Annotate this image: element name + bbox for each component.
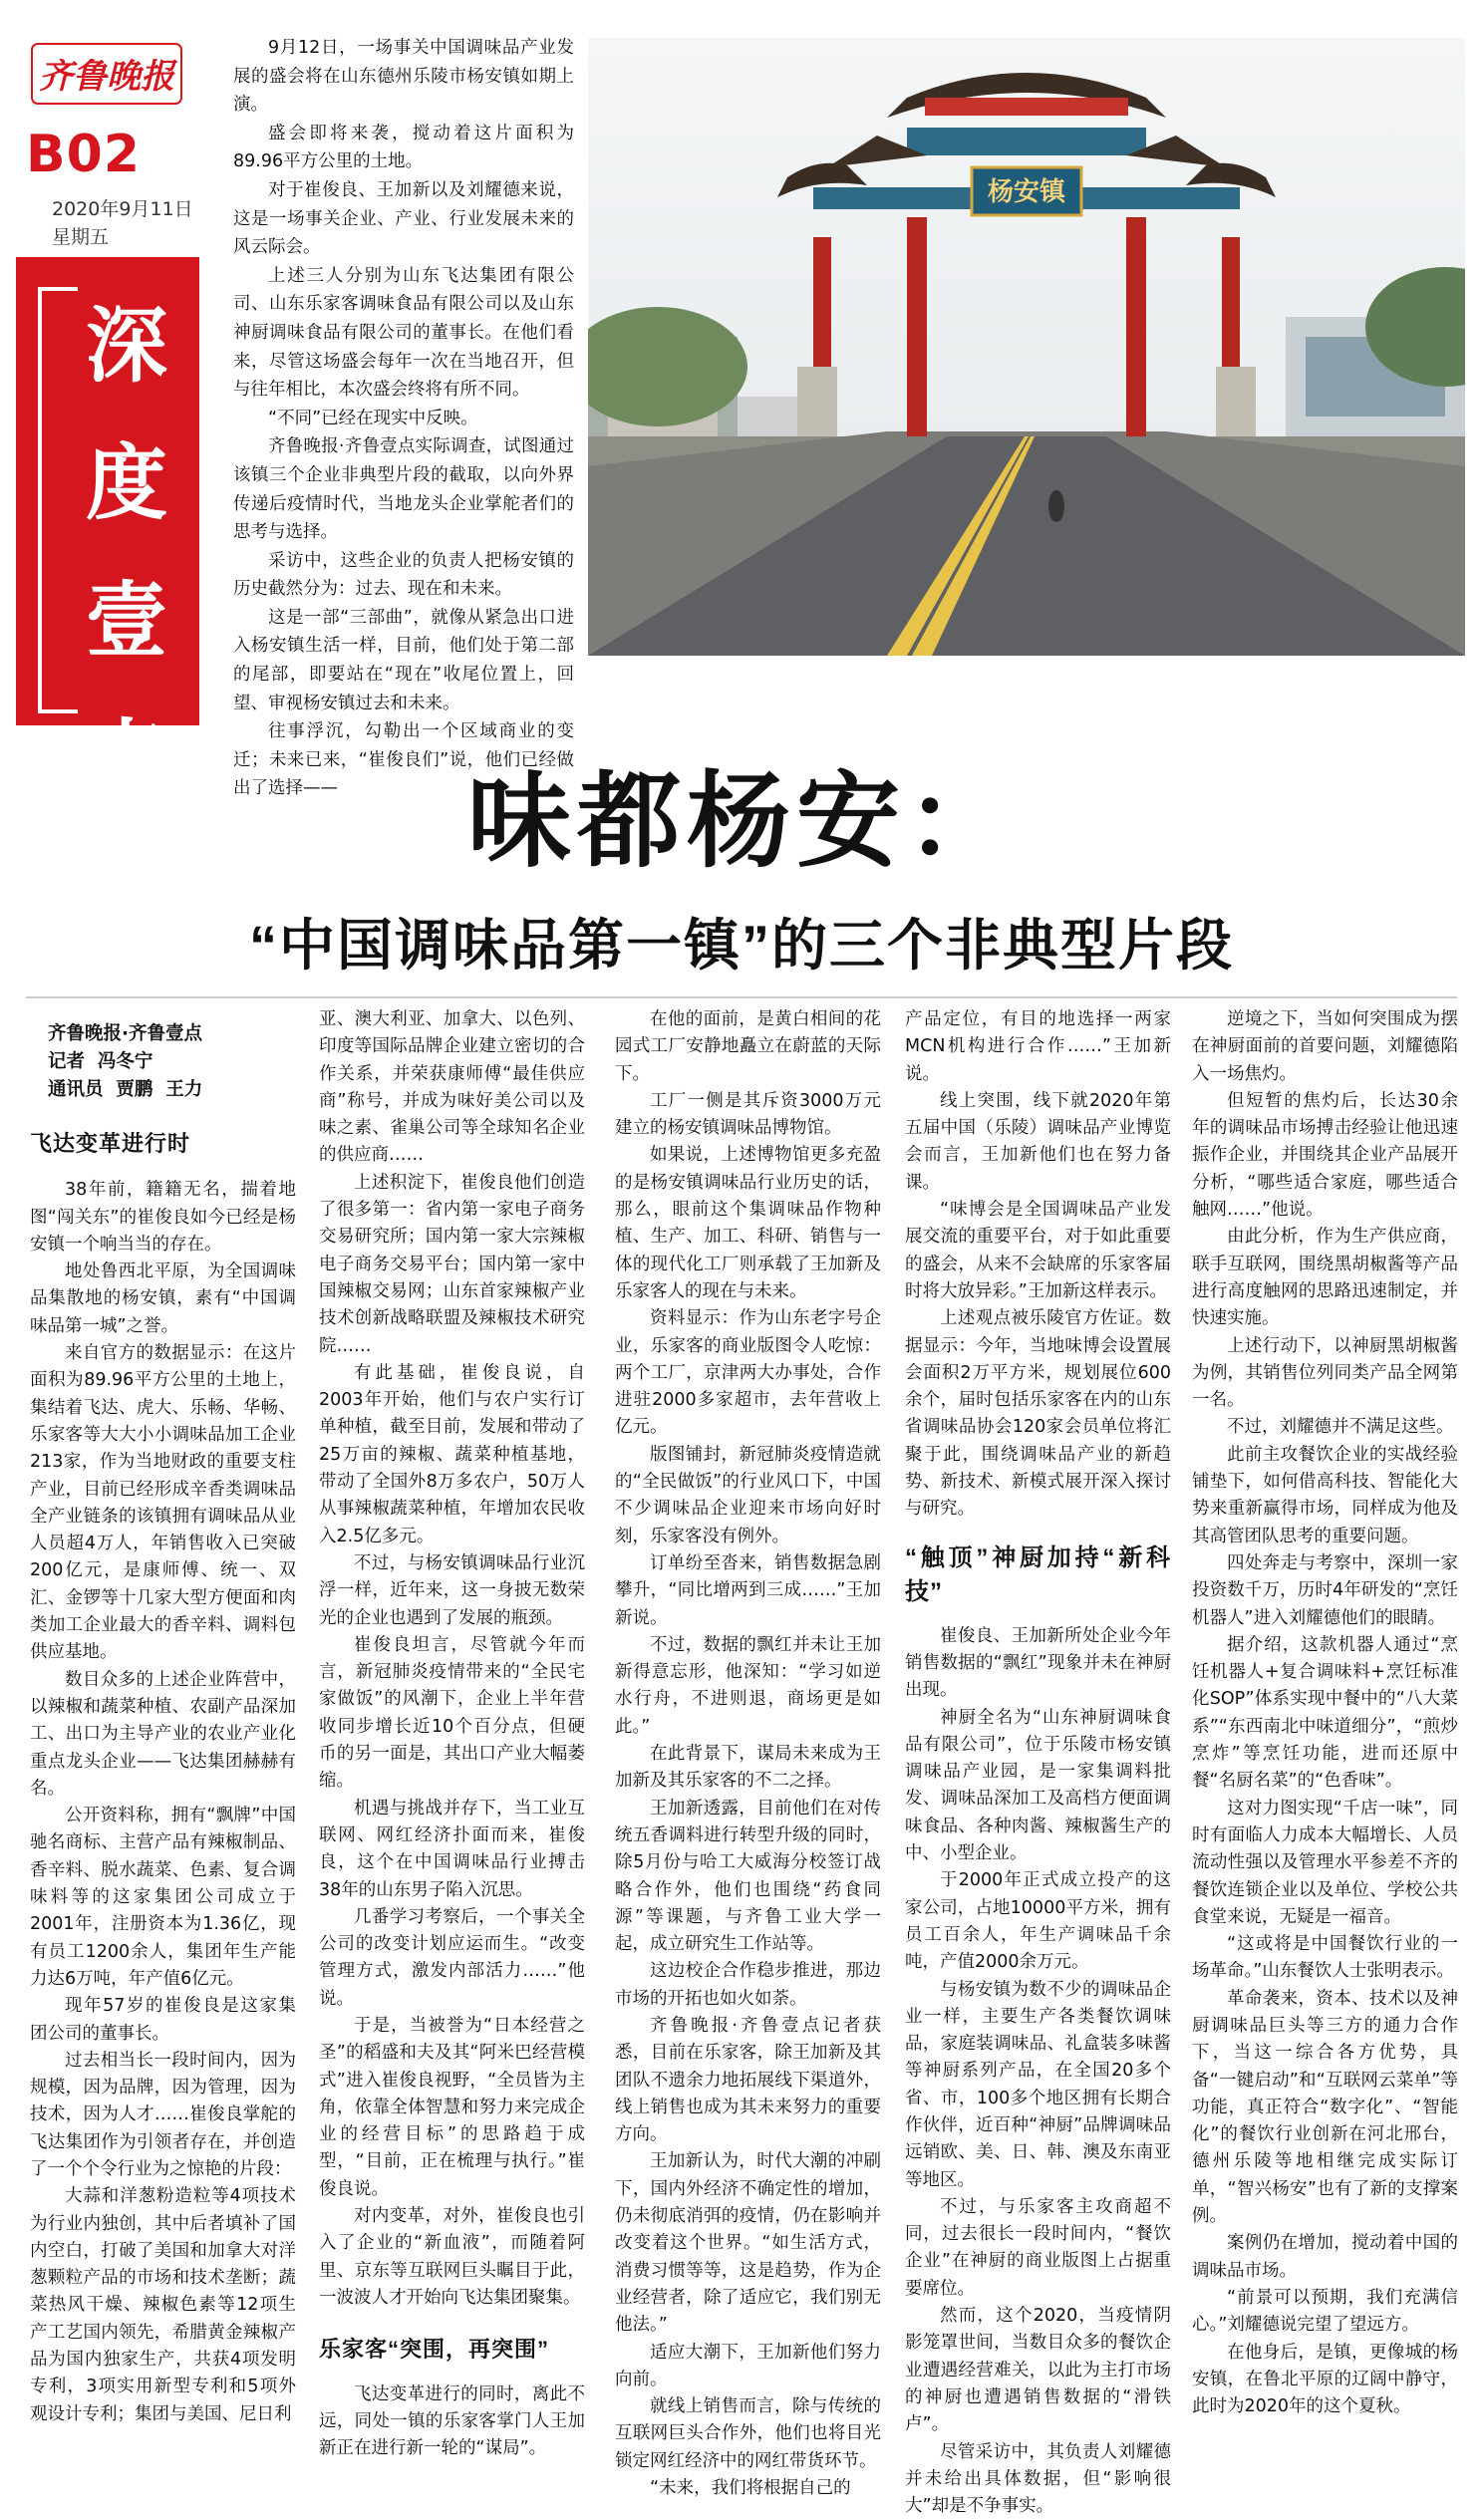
paragraph: “不同”已经在现实中反映。 bbox=[268, 408, 478, 428]
paragraph: 盛会即将来袭，搅动着这片面积为89.96平方公里的土地。 bbox=[233, 123, 574, 172]
article-column-3 bbox=[615, 1006, 881, 2502]
paragraph: 采访中，这些企业的负责人把杨安镇的历史截然分为：过去、现在和未来。 bbox=[233, 550, 574, 600]
paragraph: 亚、澳大利亚、加拿大、以色列、印度等国际品牌企业建立密切的合作关系，并荣获康师傅“最佳供应商”称号，并成为味好美公司以及味之素、雀巢公司等全球知名企业的供应商…… bbox=[319, 1009, 585, 1166]
paragraph: 38年前，籍籍无名，揣着地图“闯关东”的崔俊良如今已经是杨安镇一个响当当的存在。 bbox=[30, 1180, 296, 1255]
intro-text bbox=[233, 34, 574, 803]
paragraph: 于是，当被誉为“日本经营之圣”的稻盛和夫及其“阿米巴经营模式”进入崔俊良视野，“全员皆为主角，依靠全体智慧和努力来完成企业的经营目标”的思路趋于成型，“目前，正在梳理与执行。”崔俊良说。 bbox=[319, 2015, 585, 2199]
headline: 味都杨安： bbox=[466, 764, 1016, 880]
paragraph: 往事浮沉，勾勒出一个区域商业的变迁；未来已来，“崔俊良们”说，他们已经做出了选择—— bbox=[233, 721, 574, 799]
article-column-2 bbox=[319, 1006, 585, 2462]
paragraph: 数目众多的上述企业阵营中，以辣椒和蔬菜种植、农副产品深加工、出口为主导产业的农业产业化重点龙头企业——飞达集团赫赫有名。 bbox=[30, 1669, 296, 1799]
column-title-char: 壹 bbox=[85, 573, 167, 669]
paragraph: 地处鲁西北平原，为全国调味品集散地的杨安镇，素有“中国调味品第一城”之誉。 bbox=[30, 1261, 296, 1336]
column-bracket bbox=[38, 287, 78, 713]
paragraph: 齐鲁晚报·齐鲁壹点记者获悉，目前在乐家客，除王加新及其团队不遗余力地拓展线下渠道外，线上销售也成为其未来努力的重要方向。 bbox=[615, 2015, 881, 2145]
paragraph: 大蒜和洋葱粉造粒等4项技术为行业内独创，其中后者填补了国内空白，打破了美国和加拿大对洋葱颗粒产品的市场和技术垄断；蔬菜热风干燥、辣椒色素等12项生产工艺国内领先，希腊黄金辣椒产品为国内独家生产，共获4项发明专利，3项实用新型专利和5项外观设计专利；集团与美国、尼日利 bbox=[30, 2186, 296, 2424]
paragraph: 9月12日，一场事关中国调味品产业发展的盛会将在山东德州乐陵市杨安镇如期上演。 bbox=[233, 38, 574, 116]
subheadline: “中国调味品第一镇”的三个非典型片段 bbox=[249, 914, 1234, 977]
paragraph: 此前主攻餐饮企业的实战经验铺垫下，如何借高科技、智能化大势来重新赢得市场，同样成为他及其高管团队思考的重要问题。 bbox=[1192, 1444, 1458, 1546]
byline-reporter: 记者 冯冬宁 bbox=[48, 1051, 153, 1072]
paragraph: “未来，我们将根据自己的 bbox=[650, 2478, 851, 2499]
newspaper-logo bbox=[28, 38, 187, 118]
paragraph: 据介绍，这款机器人通过“烹饪机器人+复合调味料+烹饪标准化SOP”体系实现中餐中的“八大菜系”“东西南北中味道细分”，“煎炒烹炸”等烹饪功能，进而还原中餐“名厨名菜”的“色香味”。 bbox=[1192, 1634, 1458, 1792]
paragraph: 然而，这个2020，当疫情阴影笼罩世间，当数目众多的餐饮企业遭遇经营难关，以此为主打市场的神厨也遭遇销售数据的“滑铁卢”。 bbox=[905, 2306, 1171, 2435]
paragraph: 不过，与杨安镇调味品行业沉浮一样，近年来，这一身披无数荣光的企业也遇到了发展的瓶颈。 bbox=[319, 1552, 585, 1628]
column-title-box bbox=[16, 257, 199, 806]
date-text: 2020年9月11日 bbox=[52, 198, 193, 220]
paragraph: 案例仍在增加，搅动着中国的调味品市场。 bbox=[1192, 2233, 1458, 2281]
paragraph: 现年57岁的崔俊良是这家集团公司的董事长。 bbox=[30, 1996, 296, 2044]
paragraph: 尽管采访中，其负责人刘耀德并未给出具体数据，但“影响很大”却是不争事实。 bbox=[905, 2441, 1171, 2517]
paragraph: 崔俊良、王加新所处企业今年销售数据的“飘红”现象并未在神厨出现。 bbox=[905, 1625, 1171, 1701]
paragraph: 逆境之下，当如何突围成为摆在神厨面前的首要问题，刘耀德陷入一场焦灼。 bbox=[1192, 1009, 1458, 1084]
divider bbox=[26, 996, 1457, 998]
paragraph: 王加新认为，时代大潮的冲刷下，国内外经济不确定性的增加，仍未彻底消弭的疫情，仍在影响并改变着这个世界。“如生活方式，消费习惯等等，这是趋势，作为企业经营者，除了适应它，我们别无他法。” bbox=[615, 2151, 881, 2336]
paragraph: 工厂一侧是其斥资3000万元建立的杨安镇调味品博物馆。 bbox=[615, 1090, 881, 1139]
paragraph: 革命袭来，资本、技术以及神厨调味品巨头等三方的通力合作下，当这一综合各方优势，具备“一键启动”和“互联网云菜单”等功能，真正符合“数字化”、“智能化”的餐饮行业创新在河北邢台，德州乐陵等地相继完成实际订单，“智兴杨安”也有了新的支撑案例。 bbox=[1192, 1988, 1458, 2227]
byline-source: 齐鲁晚报·齐鲁壹点 bbox=[48, 1023, 203, 1044]
paragraph: 线上突围，线下就2020年第五届中国（乐陵）调味品产业博览会而言，王加新他们也在努力备课。 bbox=[905, 1090, 1171, 1193]
paragraph: 于2000年正式成立投产的这家公司，占地10000平方米，拥有员工百余人，年生产调味品千余吨，产值2000余万元。 bbox=[905, 1870, 1171, 1973]
paragraph: 这边校企合作稳步推进，那边市场的开拓也如火如荼。 bbox=[615, 1961, 881, 2009]
column-title-char: 深 bbox=[85, 298, 167, 394]
archway-photo bbox=[588, 38, 1465, 656]
paragraph: 来自官方的数据显示：在这片面积为89.96平方公里的土地上，集结着飞达、虎大、乐畅、华畅、乐家客等大大小小调味品加工企业213家，作为当地财政的重要支柱产业，目前已经形成辛香类调味品全产业链条的该镇拥有调味品从业人员超4万人，年销售收入已突破200亿元，是康师傅、统一、双汇、金锣等十几家大型方便面和肉类加工企业最大的香辛料、调料包供应基地。 bbox=[30, 1343, 296, 1663]
paragraph: 机遇与挑战并存下，当工业互联网、网红经济扑面而来，崔俊良，这个在中国调味品行业搏击38年的山东男子陷入沉思。 bbox=[319, 1798, 585, 1900]
column-title-char: 度 bbox=[85, 435, 167, 531]
issue-date bbox=[52, 195, 193, 251]
paragraph: 对于崔俊良、王加新以及刘耀德来说，这是一场事关企业、产业、行业发展未来的风云际会。 bbox=[233, 179, 574, 258]
paragraph: 有此基础，崔俊良说，自2003年开始，他们与农户实行订单种植，截至目前，发展和带动了25万亩的辣椒、蔬菜种植基地，带动了全国外8万多农户，50万人从事辣椒蔬菜种植，年增加农民收入2.5亿多元。 bbox=[319, 1362, 585, 1546]
paragraph: 上述行动下，以神厨黑胡椒酱为例，其销售位列同类产品全网第一名。 bbox=[1192, 1335, 1458, 1411]
paragraph: 飞达变革进行的同时，离此不远，同处一镇的乐家客掌门人王加新正在进行新一轮的“谋局”。 bbox=[319, 2383, 585, 2459]
paragraph: 就线上销售而言，除与传统的互联网巨头合作外，他们也将目光锁定网红经济中的网红带货环节。 bbox=[615, 2396, 881, 2471]
paragraph: 这是一部“三部曲”，就像从紧急出口进入杨安镇生活一样，目前，他们处于第二部的尾部，即要站在“现在”收尾位置上，回望、审视杨安镇过去和未来。 bbox=[233, 607, 574, 713]
paragraph: 资料显示：作为山东老字号企业，乐家客的商业版图令人吃惊：两个工厂，京津两大办事处，合作进驻2000多家超市，去年营收上亿元。 bbox=[615, 1308, 881, 1438]
paragraph: 过去相当长一段时间内，因为规模，因为品牌，因为管理，因为技术，因为人才……崔俊良掌舵的飞达集团作为引领者存在，并创造了一个个令行业为之惊艳的片段： bbox=[30, 2050, 296, 2179]
paragraph: 几番学习考察后，一个事关全公司的改变计划应运而生。“改变管理方式，激发内部活力……”他说。 bbox=[319, 1906, 585, 2009]
paragraph: 对内变革，对外，崔俊良也引入了企业的“新血液”，而随着阿里、京东等互联网巨头瞩目于此，一波波人才开始向飞达集团聚集。 bbox=[319, 2206, 585, 2308]
section-heading: 乐家客“突围，再突围” bbox=[319, 2337, 550, 2363]
paragraph: 版图铺封，新冠肺炎疫情造就的“全民做饭”的行业风口下，中国不少调味品企业迎来市场向好时刻，乐家客没有例外。 bbox=[615, 1444, 881, 1546]
paragraph: 神厨全名为“山东神厨调味食品有限公司”，位于乐陵市杨安镇调味品产业园，是一家集调料批发、调味品深加工及高档方便面调味食品、各种肉酱、辣椒酱生产的中、小型企业。 bbox=[905, 1707, 1171, 1864]
paragraph: 由此分析，作为生产供应商，联手互联网，围绕黑胡椒酱等产品进行高度触网的思路迅速制定，并快速实施。 bbox=[1192, 1227, 1458, 1329]
paragraph: 上述观点被乐陵官方佐证。数据显示：今年，当地味博会设置展会面积2万平方米，规划展位600余个，届时包括乐家客在内的山东省调味品协会120家会员单位将汇聚于此，围绕调味品产业的新趋势、新技术、新模式展开深入探讨与研究。 bbox=[905, 1308, 1171, 1520]
paragraph: 但短暂的焦灼后，长达30余年的调味品市场搏击经验让他迅速振作企业，并围绕其企业产品展开分析，“哪些适合家庭，哪些适合触网……”他说。 bbox=[1192, 1090, 1458, 1221]
paragraph: 四处奔走与考察中，深圳一家投资数千万，历时4年研发的“烹饪机器人”进入刘耀德他们的眼睛。 bbox=[1192, 1552, 1458, 1628]
article-column-4 bbox=[905, 1006, 1171, 2520]
paragraph: 在此背景下，谋局未来成为王加新及其乐家客的不二之择。 bbox=[615, 1744, 881, 1792]
paragraph: 公开资料称，拥有“飘牌”中国驰名商标、主营产品有辣椒制品、香辛料、脱水蔬菜、色素、复合调味料等的这家集团公司成立于2001年，注册资本为1.36亿，现有员工1200余人，集团年生产能力达6万吨，年产值6亿元。 bbox=[30, 1806, 296, 1989]
weekday-text: 星期五 bbox=[52, 226, 110, 248]
paragraph: 与杨安镇为数不少的调味品企业一样，主要生产各类餐饮调味品，家庭装调味品、礼盒装多味酱等神厨系列产品，在全国20多个省、市，100多个地区拥有长期合作伙伴，近百种“神厨”品牌调味品远销欧、美、日、韩、澳及东南亚等地区。 bbox=[905, 1979, 1171, 2190]
logo-text: 齐鲁晚报 bbox=[39, 57, 174, 97]
paragraph: 王加新透露，目前他们在对传统五香调料进行转型升级的同时，除5月份与哈工大威海分校签订战略合作外，他们也围绕“药食同源”等课题，与齐鲁工业大学一起，成立研究生工作站等。 bbox=[615, 1798, 881, 1955]
paragraph: 上述三人分别为山东飞达集团有限公司、山东乐家客调味食品有限公司以及山东神厨调味食品有限公司的董事长。在他们看来，尽管这场盛会每年一次在当地召开，但与往年相比，本次盛会终将有所不同。 bbox=[233, 265, 574, 401]
byline bbox=[48, 1020, 296, 1104]
paragraph: 崔俊良坦言，尽管就今年而言，新冠肺炎疫情带来的“全民宅家做饭”的风潮下，企业上半年营收同步增长近10个百分点，但硬币的另一面是，其出口产业大幅萎缩。 bbox=[319, 1634, 585, 1792]
paragraph: 不过，数据的飘红并未让王加新得意忘形，他深知：“学习如逆水行舟，不进则退，商场更是如此。” bbox=[615, 1634, 881, 1737]
paragraph: 不过，与乐家客主攻商超不同，过去很长一段时间内，“餐饮企业”在神厨的商业版图上占据重要席位。 bbox=[905, 2196, 1171, 2299]
paragraph: 这对力图实现“千店一味”，同时有面临人力成本大幅增长、人员流动性强以及管理水平参差不齐的餐饮连锁企业以及单位、学校公共食堂来说，无疑是一福音。 bbox=[1192, 1798, 1458, 1927]
paragraph: 订单纷至沓来，销售数据急剧攀升，“同比增两到三成……”王加新说。 bbox=[615, 1552, 881, 1628]
paragraph: “这或将是中国餐饮行业的一场革命。”山东餐饮人士张明表示。 bbox=[1192, 1934, 1458, 1982]
paragraph: 适应大潮下，王加新他们努力向前。 bbox=[615, 2342, 881, 2389]
paragraph: 在他的面前，是黄白相间的花园式工厂安静地矗立在蔚蓝的天际下。 bbox=[615, 1009, 881, 1084]
archway-sign-text: 杨安镇 bbox=[987, 177, 1066, 207]
paragraph: “前景可以预期，我们充满信心。”刘耀德说完望了望远方。 bbox=[1192, 2287, 1458, 2336]
paragraph: 在他身后，是镇，更像城的杨安镇，在鲁北平原的辽阔中静守，此时为2020年的这个夏秋。 bbox=[1192, 2342, 1458, 2417]
paragraph: 不过，刘耀德并不满足这些。 bbox=[1227, 1417, 1454, 1438]
byline-correspondent: 通讯员 贾鹏 王力 bbox=[48, 1079, 203, 1100]
paragraph: “味博会是全国调味品产业发展交流的重要平台，对于如此重要的盛会，从来不会缺席的乐家客届时将大放异彩。”王加新这样表示。 bbox=[905, 1200, 1171, 1301]
paragraph: 如果说，上述博物馆更多充盈的是杨安镇调味品行业历史的话，那么，眼前这个集调味品作物种植、生产、加工、科研、销售与一体的现代化工厂则承载了王加新及乐家客人的现在与未来。 bbox=[615, 1145, 881, 1301]
article-column-1 bbox=[30, 1006, 296, 2428]
article-column-5 bbox=[1192, 1006, 1458, 2420]
paragraph: 齐鲁晚报·齐鲁壹点实际调查，试图通过该镇三个企业非典型片段的截取，以向外界传递后疫情时代，当地龙头企业掌舵者们的思考与选择。 bbox=[233, 436, 574, 543]
section-heading: “触顶”神厨加持“新科技” bbox=[905, 1543, 1171, 1605]
column-title-char: 点 bbox=[85, 710, 167, 806]
section-heading: 飞达变革进行时 bbox=[30, 1131, 191, 1156]
paragraph: 上述积淀下，崔俊良他们创造了很多第一：省内第一家电子商务交易研究所；国内第一家大宗辣椒电子商务交易平台；国内第一家中国辣椒交易网；山东首家辣椒产业技术创新战略联盟及辣椒技术研究院…… bbox=[319, 1172, 585, 1356]
page-number: B02 bbox=[26, 125, 141, 184]
paragraph: 产品定位，有目的地选择一两家MCN机构进行合作……”王加新说。 bbox=[905, 1009, 1171, 1084]
